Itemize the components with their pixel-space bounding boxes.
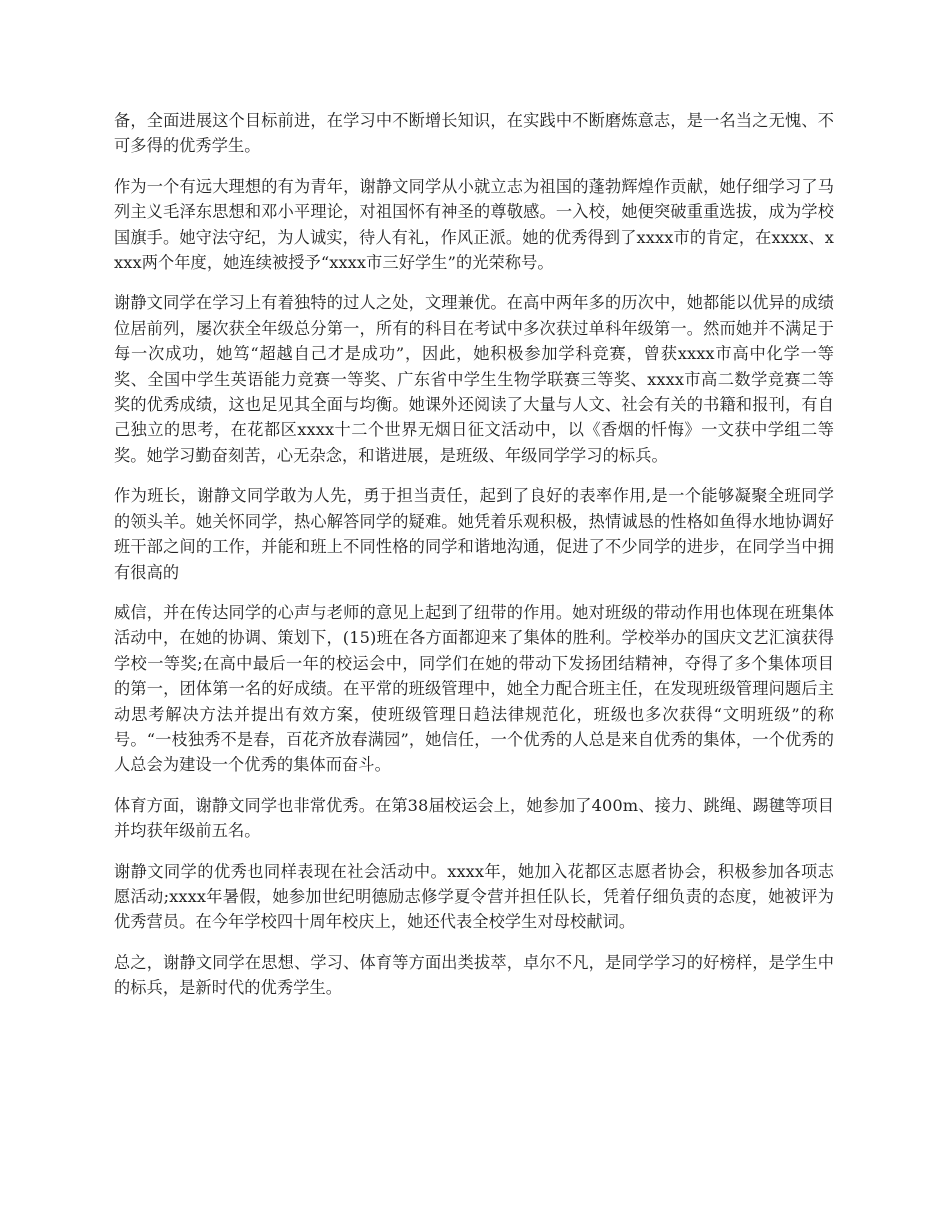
- paragraph-3: 谢静文同学在学习上有着独特的过人之处，文理兼优。在高中两年多的历次中，她都能以优异的成绩位居前列，屡次获全年级总分第一，所有的科目在考试中多次获过单科年级第一。然而她并不满足于每一次成功，她笃“超越自己才是成功”，因此，她积极参加学科竞赛，曾获xxxx市高中化学一等奖、全国中学生英语能力竞赛一等奖、广东省中学生生物学联赛三等奖、xxxx市高二数学竞赛二等奖的优秀成绩，这也足见其全面与均衡。她课外还阅读了大量与人文、社会有关的书籍和报刊，有自己独立的思考，在花都区xxxx十二个世界无烟日征文活动中，以《香烟的忏悔》一文获中学组二等奖。她学习勤奋刻苦，心无杂念，和谐进展，是班级、年级同学学习的标兵。: [114, 293, 834, 465]
- paragraph-4: 作为班长，谢静文同学敢为人先，勇于担当责任，起到了良好的表率作用,是一个能够凝聚全班同学的领头羊。她关怀同学，热心解答同学的疑难。她凭着乐观积极，热情诚恳的性格如鱼得水地协调好班干部之间的工作，并能和班上不同性格的同学和谐地沟通，促进了不少同学的进步，在同学当中拥有很高的: [114, 486, 834, 582]
- paragraph-5: 威信，并在传达同学的心声与老师的意见上起到了纽带的作用。她对班级的带动作用也体现在班集体活动中，在她的协调、策划下，(15)班在各方面都迎来了集体的胜利。学校举办的国庆文艺汇演获得学校一等奖;在高中最后一年的校运会中，同学们在她的带动下发扬团结精神，夺得了多个集体项目的第一，团体第一名的好成绩。在平常的班级管理中，她全力配合班主任，在发现班级管理问题后主动思考解决方法并提出有效方案，使班级管理日趋法律规范化，班级也多次获得“文明班级”的称号。“一枝独秀不是春，百花齐放春满园”，她信任，一个优秀的人总是来自优秀的集体，一个优秀的人总会为建设一个优秀的集体而奋斗。: [114, 602, 834, 775]
- paragraph-1: 备，全面进展这个目标前进，在学习中不断增长知识，在实践中不断磨炼意志，是一名当之无愧、不可多得的优秀学生。: [114, 111, 834, 156]
- paragraph-7: 谢静文同学的优秀也同样表现在社会活动中。xxxx年，她加入花都区志愿者协会，积极参加各项志愿活动;xxxx年暑假，她参加世纪明德励志修学夏令营并担任队长，凭着仔细负责的态度，她被评为优秀营员。在今年学校四十周年校庆上，她还代表全校学生对母校献词。: [114, 861, 834, 932]
- paragraph-6: 体育方面，谢静文同学也非常优秀。在第38届校运会上，她参加了400m、接力、跳绳、踢毽等项目并均获年级前五名。: [114, 795, 834, 841]
- paragraph-8: 总之，谢静文同学在思想、学习、体育等方面出类拔萃，卓尔不凡，是同学学习的好榜样，是学生中的标兵，是新时代的优秀学生。: [114, 952, 834, 998]
- document-body: [114, 108, 834, 1016]
- paragraph-2: 作为一个有远大理想的有为青年，谢静文同学从小就立志为祖国的蓬勃辉煌作贡献，她仔细学习了马列主义毛泽东思想和邓小平理论，对祖国怀有神圣的尊敬感。一入校，她便突破重重选拔，成为学校国旗手。她守法守纪，为人诚实，待人有礼，作风正派。她的优秀得到了xxxx市的肯定，在xxxx、xxxx两个年度，她连续被授予“xxxx市三好学生”的光荣称号。: [114, 176, 834, 273]
